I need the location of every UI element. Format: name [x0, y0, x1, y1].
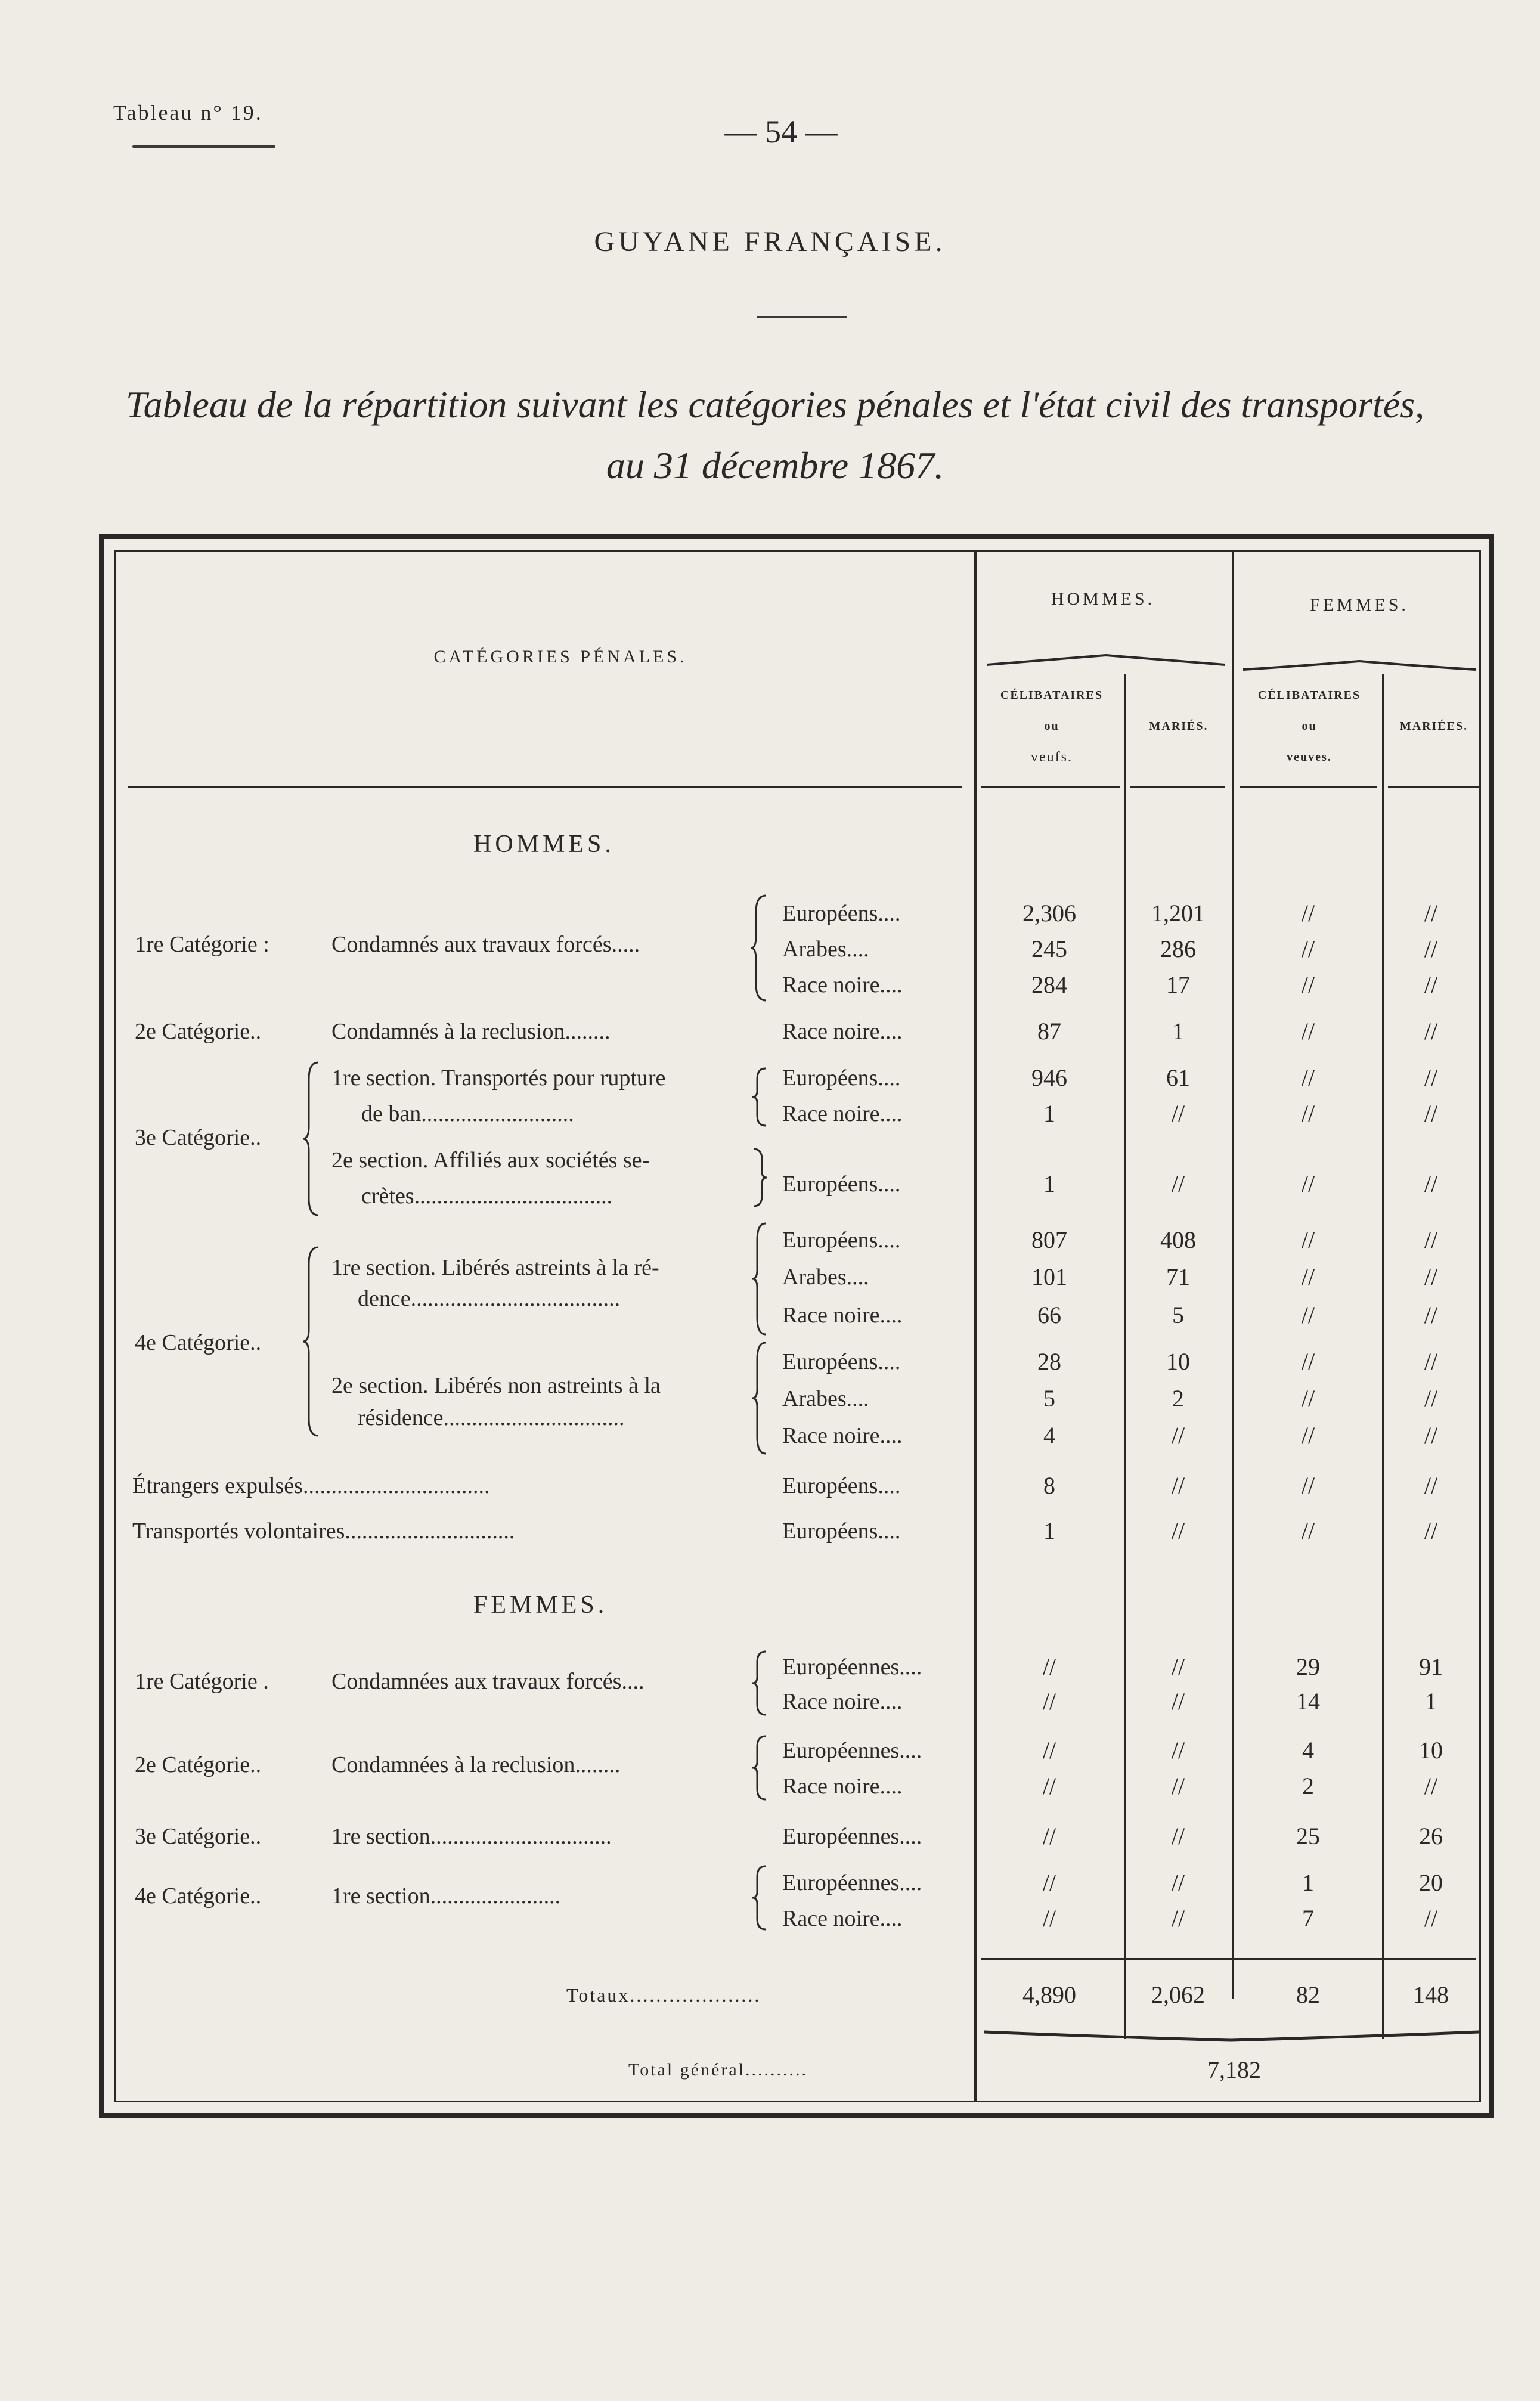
cat2-desc-text: Condamnés à la reclusion — [331, 1019, 565, 1044]
title-line-1: Tableau de la répartition suivant les catégories pénales et l'état civil des transportés, — [125, 383, 1425, 426]
value-cell-hm: 408 — [1160, 1226, 1196, 1253]
cat3-s1-line2: de ban........................... — [361, 1101, 574, 1126]
value-cell-hc: 946 — [1031, 1064, 1067, 1091]
value-cell-hm: // — [1171, 1905, 1185, 1932]
value-cell-hc: 284 — [1031, 971, 1067, 998]
cat3-s1-line1: 1re section. Transportés pour rupture — [331, 1065, 666, 1090]
cat1-description: Condamnés aux travaux forcés..... — [331, 932, 640, 957]
total-general-text: Total général — [628, 2060, 745, 2080]
value-cell-hm: 1,201 — [1151, 900, 1205, 927]
volontaires-text: Transportés volontaires — [132, 1519, 345, 1544]
header-hc-line1: CÉLIBATAIRES — [1000, 689, 1104, 702]
value-cell-hm: 61 — [1166, 1064, 1190, 1091]
value-cell-fc: 25 — [1296, 1823, 1320, 1849]
value-cell-fc: // — [1301, 1064, 1315, 1091]
value-cell-hm: // — [1171, 1688, 1185, 1715]
value-cell-hc: 1 — [1043, 1170, 1055, 1197]
cat3-s2-line2: crètes................................... — [361, 1184, 613, 1209]
origin-text: Européens — [782, 1228, 878, 1253]
origin-text: Race noire — [782, 1906, 880, 1931]
origin-cell: Européennes.... — [782, 1738, 922, 1763]
cat4-left-brace — [302, 1246, 320, 1437]
value-cell-fm: // — [1424, 1100, 1438, 1127]
value-cell-fm: // — [1424, 1422, 1438, 1449]
origin-text: Européens — [782, 1519, 878, 1544]
origin-cell: Européens.... — [782, 1473, 901, 1498]
value-cell-hm: 2 — [1172, 1385, 1184, 1412]
cat3-s2-brace — [752, 1148, 768, 1207]
value-cell-fc: // — [1301, 1302, 1315, 1328]
origin-cell: Race noire.... — [782, 1019, 903, 1044]
origin-cell: Race noire.... — [782, 1774, 903, 1799]
value-cell-fc: // — [1301, 1170, 1315, 1197]
cat4-s2-brace — [752, 1342, 768, 1455]
value-cell-hc: // — [1042, 1773, 1056, 1799]
origin-cell: Européens.... — [782, 1065, 901, 1090]
header-fc-line1: CÉLIBATAIRES — [1257, 689, 1361, 702]
origin-cell: Race noire.... — [782, 1423, 903, 1448]
origin-cell: Européens.... — [782, 1228, 901, 1253]
value-cell-fm: 1 — [1425, 1688, 1437, 1715]
value-cell-fc: 1 — [1302, 1869, 1314, 1896]
origin-text: Européens — [782, 1473, 878, 1498]
cat2-description: Condamnés à la reclusion........ — [331, 1019, 611, 1044]
origin-text: Européennes — [782, 1655, 900, 1680]
cat4-s2-line2: résidence................................ — [358, 1405, 625, 1430]
cat4-label: 4e Catégorie.. — [135, 1330, 262, 1355]
origin-text: Race noire — [782, 1689, 880, 1714]
cat1-brace — [751, 894, 769, 1002]
value-cell-hm: 1 — [1172, 1018, 1184, 1045]
cat1-desc-text: Condamnés aux travaux forcés — [331, 932, 612, 957]
value-cell-hm: // — [1171, 1773, 1185, 1799]
value-cell-hc: 66 — [1037, 1302, 1061, 1328]
value-cell-fm: // — [1424, 900, 1438, 927]
value-cell-fc: 14 — [1296, 1688, 1320, 1715]
value-cell-fm: // — [1424, 1348, 1438, 1375]
col-rule-categories — [974, 550, 977, 2102]
value-cell-fc: // — [1301, 1422, 1315, 1449]
value-cell-hm: 71 — [1166, 1263, 1190, 1290]
origin-cell: Race noire.... — [782, 1101, 903, 1126]
header-femmes-celibataires — [1240, 680, 1378, 773]
value-cell-fc: 29 — [1296, 1653, 1320, 1680]
total-general-label: Total général.......... — [628, 2060, 808, 2080]
origin-cell: Européennes.... — [782, 1655, 922, 1680]
origin-text: Européens — [782, 901, 878, 926]
hommes-header-brace — [987, 653, 1225, 667]
value-cell-hc: // — [1042, 1653, 1056, 1680]
origin-cell: Européens.... — [782, 1172, 901, 1197]
value-cell-fc: // — [1301, 1385, 1315, 1412]
value-cell-hm: 286 — [1160, 935, 1196, 962]
etrangers-label: Étrangers expulsés................................. — [132, 1473, 490, 1498]
cat4-s1-line2-text: dence — [358, 1286, 411, 1311]
value-cell-hc: 807 — [1031, 1226, 1067, 1253]
cat2-label: 2e Catégorie.. — [135, 1019, 262, 1044]
value-cell-hc: // — [1042, 1688, 1056, 1715]
value-cell-hc: // — [1042, 1737, 1056, 1764]
header-rule-fm — [1388, 786, 1479, 788]
header-hommes: HOMMES. — [1051, 589, 1155, 609]
totaux-label: Totaux.................... — [566, 1984, 761, 2006]
section-hommes: HOMMES. — [473, 831, 615, 858]
value-cell-hm: // — [1171, 1170, 1185, 1197]
value-cell-fc: // — [1301, 1263, 1315, 1290]
origin-cell: Européens.... — [782, 1519, 901, 1544]
value-cell-fm: // — [1424, 1018, 1438, 1045]
grand-total-value: 7,182 — [1207, 2056, 1261, 2083]
tableau-label: Tableau n° 19. — [113, 101, 263, 125]
header-femmes-mariees: MARIÉES. — [1399, 720, 1468, 733]
total-femmes-celibataires: 82 — [1296, 1981, 1320, 2008]
value-cell-fc: 2 — [1302, 1773, 1314, 1799]
totals-rule — [981, 1958, 1476, 1960]
value-cell-fc: // — [1301, 1517, 1315, 1544]
origin-text: Européens — [782, 1349, 878, 1374]
origin-cell: Arabes.... — [782, 1265, 869, 1290]
fcat1-description: Condamnées aux travaux forcés.... — [331, 1669, 644, 1694]
header-hc-line3: veufs. — [1031, 749, 1073, 765]
value-cell-hc: 245 — [1031, 935, 1067, 962]
volontaires-label: Transportés volontaires.............................. — [132, 1519, 515, 1544]
origin-cell: Européennes.... — [782, 1870, 922, 1895]
fcat2-brace — [752, 1735, 768, 1801]
header-categories-penales: CATÉGORIES PÉNALES. — [433, 647, 687, 667]
fcat1-desc-text: Condamnées aux travaux forcés — [331, 1669, 622, 1694]
fcat4-brace — [752, 1865, 768, 1931]
value-cell-hc: 8 — [1043, 1472, 1055, 1499]
value-cell-fc: // — [1301, 1348, 1315, 1375]
section-femmes: FEMMES. — [473, 1591, 608, 1619]
origin-text: Européennes — [782, 1824, 900, 1849]
value-cell-hm: // — [1171, 1823, 1185, 1849]
value-cell-fc: // — [1301, 971, 1315, 998]
origin-text: Race noire — [782, 1101, 880, 1126]
cat3-s1-line2-text: de ban — [361, 1101, 422, 1126]
header-fc-line2: ou — [1302, 720, 1317, 733]
value-cell-fm: // — [1424, 1302, 1438, 1328]
origin-text: Race noire — [782, 972, 880, 997]
value-cell-fm: // — [1424, 1905, 1438, 1932]
etrangers-text: Étrangers expulsés — [132, 1473, 303, 1498]
value-cell-fc: // — [1301, 1018, 1315, 1045]
origin-cell: Européens.... — [782, 1349, 901, 1374]
origin-text: Race noire — [782, 1303, 880, 1328]
value-cell-fc: // — [1301, 900, 1315, 927]
value-cell-fm: // — [1424, 1226, 1438, 1253]
tableau-label-rule — [132, 145, 275, 148]
value-cell-hc: // — [1042, 1905, 1056, 1932]
fcat3-desc-text: 1re section — [331, 1824, 430, 1849]
origin-cell: Européennes.... — [782, 1824, 922, 1849]
value-cell-hm: // — [1171, 1100, 1185, 1127]
cat3-s2-line2-text: crètes — [361, 1184, 414, 1209]
femmes-header-brace — [1243, 659, 1476, 673]
value-cell-hc: 101 — [1031, 1263, 1067, 1290]
origin-text: Européennes — [782, 1870, 900, 1895]
origin-text: Européens — [782, 1065, 878, 1090]
cat4-s1-line1: 1re section. Libérés astreints à la ré- — [331, 1255, 659, 1280]
value-cell-fc: 7 — [1302, 1905, 1314, 1932]
header-rule-left — [128, 786, 962, 788]
origin-text: Arabes — [782, 937, 847, 962]
origin-cell: Arabes.... — [782, 937, 869, 962]
header-fc-line3: veuves. — [1287, 751, 1332, 764]
totaux-text: Totaux — [566, 1984, 630, 2006]
fcat4-desc-text: 1re section — [331, 1883, 430, 1909]
fcat2-desc-text: Condamnées à la reclusion — [331, 1752, 575, 1777]
origin-text: Race noire — [782, 1423, 880, 1448]
value-cell-fm: 91 — [1419, 1653, 1443, 1680]
header-hommes-maries: MARIÉS. — [1149, 720, 1209, 733]
total-femmes-mariees: 148 — [1413, 1981, 1449, 2008]
region-rule — [757, 316, 847, 318]
value-cell-hc: 1 — [1043, 1100, 1055, 1127]
header-rule-hc — [981, 786, 1120, 788]
grand-total-brace — [984, 2026, 1479, 2044]
value-cell-hc: 4 — [1043, 1422, 1055, 1449]
value-cell-fm: // — [1424, 1064, 1438, 1091]
fcat2-label: 2e Catégorie.. — [135, 1752, 262, 1777]
region-heading: GUYANE FRANÇAISE. — [594, 226, 946, 258]
fcat1-brace — [752, 1650, 768, 1716]
cat4-s1-brace — [752, 1222, 768, 1336]
value-cell-hc: 28 — [1037, 1348, 1061, 1375]
fcat3-description: 1re section................................ — [331, 1824, 612, 1849]
cat3-left-brace — [302, 1061, 320, 1216]
value-cell-fc: // — [1301, 935, 1315, 962]
total-hommes-celibataires: 4,890 — [1022, 1981, 1076, 2008]
header-femmes: FEMMES. — [1310, 595, 1409, 615]
cat3-s2-line1: 2e section. Affiliés aux sociétés se- — [331, 1148, 650, 1173]
value-cell-fm: // — [1424, 1263, 1438, 1290]
origin-cell: Race noire.... — [782, 1689, 903, 1714]
value-cell-hm: // — [1171, 1653, 1185, 1680]
cat1-label: 1re Catégorie : — [135, 932, 269, 957]
fcat4-description: 1re section....................... — [331, 1883, 561, 1909]
value-cell-hc: 5 — [1043, 1385, 1055, 1412]
origin-text: Arabes — [782, 1265, 847, 1290]
cat4-s2-line1: 2e section. Libérés non astreints à la — [331, 1373, 661, 1398]
value-cell-hc: // — [1042, 1823, 1056, 1849]
value-cell-fm: // — [1424, 1517, 1438, 1544]
value-cell-hm: 10 — [1166, 1348, 1190, 1375]
value-cell-hm: 5 — [1172, 1302, 1184, 1328]
origin-text: Européennes — [782, 1738, 900, 1763]
value-cell-fm: // — [1424, 935, 1438, 962]
value-cell-fm: // — [1424, 1385, 1438, 1412]
value-cell-fm: 26 — [1419, 1823, 1443, 1849]
origin-text: Européens — [782, 1172, 878, 1197]
fcat1-label: 1re Catégorie . — [135, 1669, 269, 1694]
value-cell-fm: // — [1424, 1773, 1438, 1799]
origin-cell: Arabes.... — [782, 1386, 869, 1411]
value-cell-fm: 20 — [1419, 1869, 1443, 1896]
value-cell-hc: 1 — [1043, 1517, 1055, 1544]
cat3-s1-brace — [752, 1067, 768, 1127]
value-cell-fm: // — [1424, 971, 1438, 998]
value-cell-fm: 10 — [1419, 1737, 1443, 1764]
origin-cell: Race noire.... — [782, 1906, 903, 1931]
page-number: — 54 — — [724, 114, 838, 150]
value-cell-hm: // — [1171, 1517, 1185, 1544]
table-title — [89, 374, 1461, 496]
total-hommes-maries: 2,062 — [1151, 1981, 1205, 2008]
value-cell-fc: // — [1301, 1472, 1315, 1499]
value-cell-hm: // — [1171, 1422, 1185, 1449]
cat3-label: 3e Catégorie.. — [135, 1125, 262, 1150]
value-cell-fc: 4 — [1302, 1737, 1314, 1764]
value-cell-hm: // — [1171, 1472, 1185, 1499]
value-cell-hc: 87 — [1037, 1018, 1061, 1045]
cat4-s1-line2: dence..................................... — [358, 1286, 621, 1311]
origin-text: Arabes — [782, 1386, 847, 1411]
fcat3-label: 3e Catégorie.. — [135, 1824, 262, 1849]
value-cell-hc: // — [1042, 1869, 1056, 1896]
value-cell-hm: 17 — [1166, 971, 1190, 998]
origin-text: Race noire — [782, 1774, 880, 1799]
value-cell-hm: // — [1171, 1737, 1185, 1764]
origin-text: Race noire — [782, 1019, 880, 1044]
cat4-s2-line2-text: résidence — [358, 1405, 444, 1430]
title-line-2: au 31 décembre 1867. — [606, 444, 944, 487]
origin-cell: Race noire.... — [782, 1303, 903, 1328]
header-hommes-celibataires — [984, 680, 1120, 773]
header-rule-hm — [1130, 786, 1225, 788]
value-cell-hc: 2,306 — [1022, 900, 1076, 927]
value-cell-fm: // — [1424, 1472, 1438, 1499]
header-hc-line2: ou — [1044, 720, 1059, 733]
fcat2-description: Condamnées à la reclusion........ — [331, 1752, 621, 1777]
value-cell-fm: // — [1424, 1170, 1438, 1197]
fcat4-label: 4e Catégorie.. — [135, 1883, 262, 1909]
value-cell-fc: // — [1301, 1100, 1315, 1127]
header-rule-fc — [1240, 786, 1377, 788]
origin-cell: Race noire.... — [782, 972, 903, 997]
value-cell-fc: // — [1301, 1226, 1315, 1253]
origin-cell: Européens.... — [782, 901, 901, 926]
value-cell-hm: // — [1171, 1869, 1185, 1896]
